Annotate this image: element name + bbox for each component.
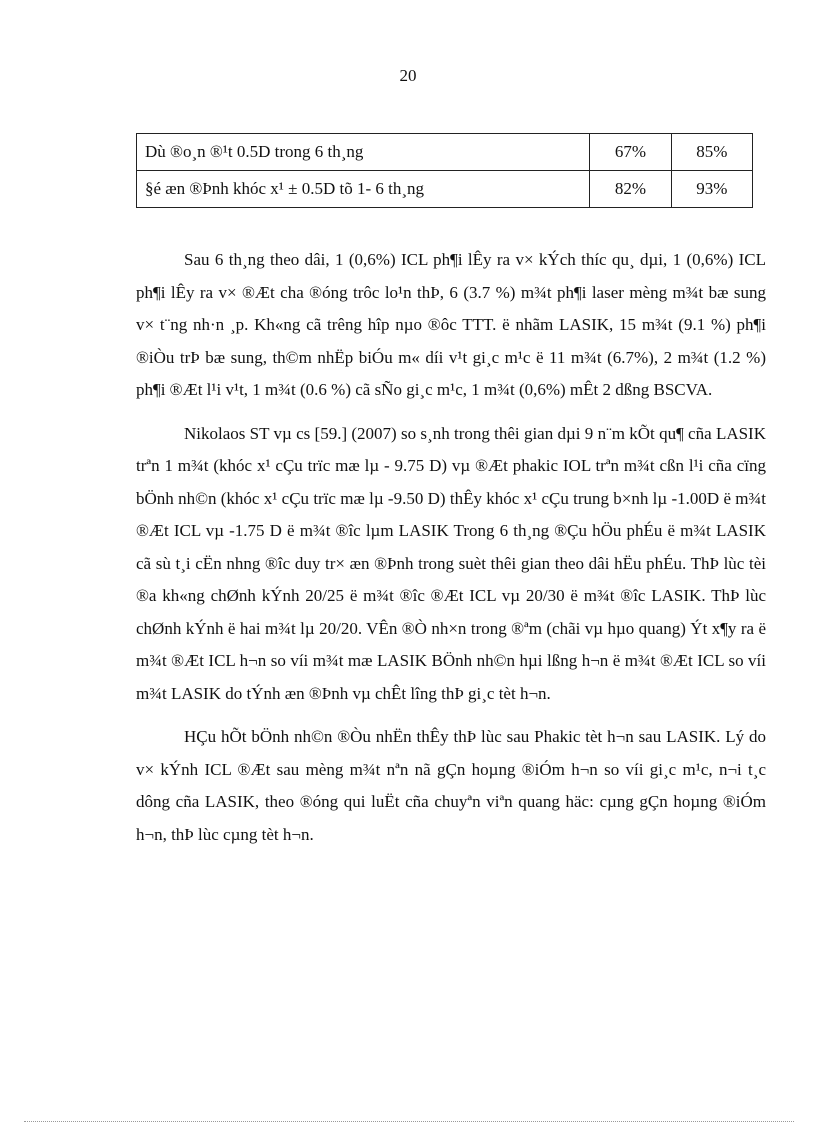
page-number: 20 (399, 66, 417, 85)
results-table (136, 133, 753, 208)
paragraph: Nikolaos ST vµ cs [59.] (2007) so s¸nh trong thêi gian dµi 9 n¨m kÕt qu¶ cña LASIK trªn 1 m¾t (khóc x¹ cÇu trïc mæ lµ - 9.75 D) vµ ®Æt phakic IOL trªn m¾t cßn l¹i cña cïng bÖnh nh©n (khóc x¹ cÇu trïc mæ lµ -9.50 D) thÊy khóc x¹ cÇu trung b×nh lµ -1.00D ë m¾t ®Æt ICL vµ -1.75 D ë m¾t ®îc lµm LASIK Trong 6 th¸ng ®Çu hÖu phÉu ë m¾t LASIK cã sù t¸i cËn nhng ®îc duy tr× æn ®Þnh trong suèt thêi gian theo dâi hËu phÉu. ThÞ lùc tèi ®a kh«ng chØnh kÝnh 20/25 ë m¾t ®îc ®Æt ICL vµ 20/30 ë m¾t ®îc LASIK. ThÞ lùc chØnh kÝnh ë hai m¾t lµ 20/20. VÊn ®Ò nh×n trong ®ªm (chãi vµ hµo quang) Ýt x¶y ra ë m¾t ®Æt ICL h¬n so víi m¾t mæ LASIK BÖnh nh©n hµi lßng h¬n ë m¾t ®Æt ICL so víi m¾t LASIK do tÝnh æn ®Þnh vµ chÊt lîng thÞ gi¸c tèt h¬n. (136, 423, 766, 703)
table-row (137, 134, 753, 171)
table-cell-value: 93% (671, 171, 752, 208)
table-cell-label: §é æn ®Þnh khóc x¹ ± 0.5D tõ 1- 6 th¸ng (137, 171, 590, 208)
table-cell-value: 82% (590, 171, 671, 208)
page-bottom-divider (24, 1121, 794, 1122)
table-row (137, 171, 753, 208)
table-cell-value: 85% (671, 134, 752, 171)
table-cell-value: 67% (590, 134, 671, 171)
paragraph: Sau 6 th¸ng theo dâi, 1 (0,6%) ICL ph¶i lÊy ra v× kÝch thíc qu¸ dµi, 1 (0,6%) ICL ph¶i lÊy ra v× ®Æt cha ®óng trôc lo¹n thÞ, 6 (3.7 %) m¾t ph¶i laser mèng m¾t bæ sung v× t¨ng nh·n ¸p. Kh«ng cã trêng hîp nµo ®ôc TTT. ë nhãm LASIK, 15 m¾t (9.1 %) ph¶i ®iÒu trÞ bæ sung, th©m nhËp biÓu m« díi v¹t gi¸c m¹c ë 11 m¾t (6.7%), 2 m¾t (1.2 %) ph¶i ®Æt l¹i v¹t, 1 m¾t (0.6 %) cã sÑo gi¸c m¹c, 1 m¾t (0,6%) mÊt 2 dßng BSCVA. (136, 250, 766, 399)
paragraph: HÇu hÕt bÖnh nh©n ®Òu nhËn thÊy thÞ lùc sau Phakic tèt h¬n sau LASIK. Lý do v× kÝnh ICL ®Æt sau mèng m¾t nªn nã gÇn hoµng ®iÓm h¬n so víi gi¸c m¹c, n¬i t¸c dông cña LASIK, theo ®óng qui luËt cña chuyªn viªn quang häc: cµng gÇn hoµng ®iÓm h¬n, thÞ lùc cµng tèt h¬n. (136, 727, 766, 844)
table-cell-label: Dù ®o¸n ®¹t 0.5D trong 6 th¸ng (137, 134, 590, 171)
body-text (136, 244, 766, 862)
